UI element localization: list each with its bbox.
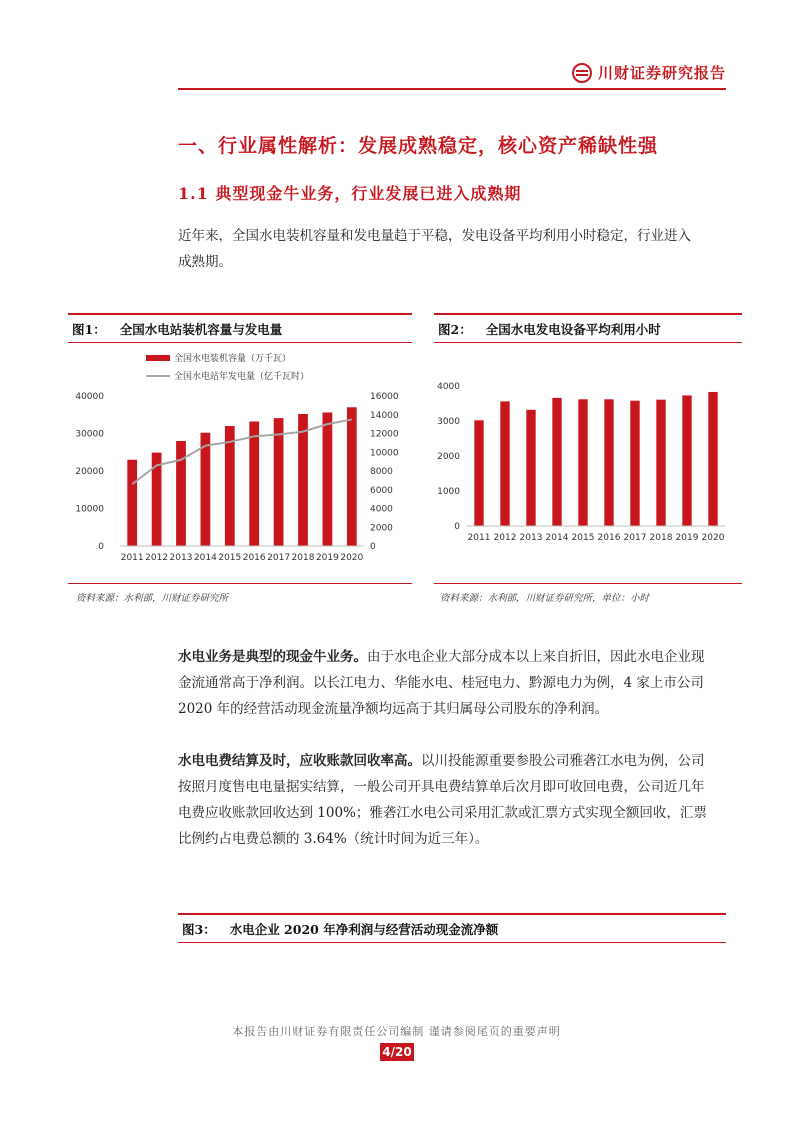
figure1-title: 全国水电站装机容量与发电量 [119, 321, 283, 337]
figure2-source: 资料来源：水利部，川财证券研究所，单位：小时 [440, 593, 650, 604]
figure2-number: 图2： [438, 321, 472, 337]
x-axis-tick-label: 2019 [315, 553, 339, 563]
y-axis-tick-label: 4000 [437, 382, 460, 392]
bar-installed-capacity [201, 433, 211, 546]
right-axis-tick-label: 12000 [370, 429, 399, 440]
bar-utilization-hours [578, 399, 587, 526]
paragraph-cash-cow [178, 644, 710, 722]
x-axis-tick-label: 2015 [571, 533, 595, 543]
figure3-title-bar [178, 913, 726, 943]
left-axis-tick-label: 20000 [75, 467, 104, 477]
section-subtitle: 1.1 典型现金牛业务，行业发展已进入成熟期 [178, 184, 522, 203]
x-axis-tick-label: 2016 [597, 533, 621, 543]
paragraph-receivables-lead: 水电电费结算及时，应收账款回收率高。 [178, 753, 421, 769]
left-axis-tick-label: 40000 [75, 392, 104, 402]
figure1-caption [68, 320, 282, 338]
left-axis-tick-label: 10000 [75, 504, 104, 515]
right-axis-tick-label: 10000 [370, 448, 399, 459]
paragraph-cash-cow-lead: 水电业务是典型的现金牛业务。 [178, 649, 367, 665]
bar-installed-capacity [274, 418, 284, 546]
bar-utilization-hours [682, 395, 691, 526]
bar-utilization-hours [656, 400, 665, 526]
figure3-caption [178, 920, 498, 938]
intro-paragraph: 近年来，全国水电装机容量和发电量趋于平稳，发电设备平均利用小时稳定，行业进入成熟期。 [178, 228, 691, 270]
bar-installed-capacity [347, 407, 357, 546]
figure1-chart [68, 343, 412, 583]
brand-name: 川财证券研究报告 [597, 64, 726, 82]
section-title: 一、行业属性解析：发展成熟稳定，核心资产稀缺性强 [178, 135, 659, 157]
bar-utilization-hours [474, 420, 483, 526]
x-axis-tick-label: 2011 [467, 533, 491, 543]
bar-utilization-hours [604, 399, 613, 526]
page-number: 4/20 [380, 1043, 414, 1061]
x-axis-tick-label: 2016 [242, 553, 266, 563]
x-axis-tick-label: 2020 [701, 533, 725, 543]
x-axis-tick-label: 2012 [493, 533, 517, 543]
x-axis-tick-label: 2018 [291, 553, 315, 563]
x-axis-tick-label: 2011 [120, 553, 144, 563]
bar-installed-capacity [127, 460, 137, 546]
right-axis-tick-label: 14000 [370, 410, 399, 421]
y-axis-tick-label: 1000 [437, 487, 460, 497]
paragraph-receivables [178, 748, 710, 852]
x-axis-tick-label: 2020 [340, 553, 364, 563]
left-axis-tick-label: 30000 [75, 429, 104, 440]
right-axis-tick-label: 8000 [370, 467, 393, 477]
x-axis-tick-label: 2014 [193, 553, 217, 563]
figure2-title-bar [434, 313, 742, 343]
x-axis-tick-label: 2013 [519, 533, 543, 543]
bar-utilization-hours [500, 401, 509, 526]
right-axis-tick-label: 0 [370, 542, 376, 552]
header-brand [572, 62, 726, 83]
x-axis-tick-label: 2018 [649, 533, 673, 543]
brand-logo-icon [572, 63, 592, 83]
figure2-chart [434, 343, 742, 583]
x-axis-tick-label: 2015 [218, 553, 242, 563]
bar-utilization-hours [630, 401, 639, 526]
y-axis-tick-label: 3000 [437, 417, 460, 427]
bar-utilization-hours [526, 410, 535, 526]
paragraph-receivables-body: 以川投能源重要参股公司雅砻江水电为例，公司按照月度售电电量据实结算，一般公司开具电费结算单后次月即可收回电费，公司近几年电费应收账款回收达到 100%；雅砻江水电公司采用汇款或汇票方式实现全额回收，汇票比例约占电费总额的 3.64%（统计时间为近三年）。 [178, 753, 707, 847]
figure3-title: 水电企业 2020 年净利润与经营活动现金流净额 [229, 921, 499, 937]
left-axis-tick-label: 0 [98, 542, 104, 552]
x-axis-tick-label: 2013 [169, 553, 193, 563]
figure2-caption [434, 320, 661, 338]
figure1-source-line [68, 583, 412, 584]
x-axis-tick-label: 2017 [623, 533, 647, 543]
y-axis-tick-label: 0 [454, 522, 460, 532]
x-axis-tick-label: 2017 [267, 553, 291, 563]
header-divider [178, 88, 726, 90]
figure1-source: 资料来源：水利部，川财证券研究所 [76, 593, 229, 604]
bar-installed-capacity [298, 414, 308, 546]
bar-installed-capacity [249, 422, 259, 547]
figure1-title-bar [68, 313, 412, 343]
figure3-number: 图3： [182, 921, 216, 937]
legend-line-label: 全国水电站年发电量（亿千瓦时） [174, 372, 310, 382]
bar-installed-capacity [225, 426, 235, 546]
x-axis-tick-label: 2019 [675, 533, 699, 543]
right-axis-tick-label: 4000 [370, 504, 393, 515]
right-axis-tick-label: 16000 [370, 392, 399, 402]
legend-bar-swatch [146, 355, 170, 361]
right-axis-tick-label: 2000 [370, 523, 393, 534]
y-axis-tick-label: 2000 [437, 452, 460, 462]
x-axis-tick-label: 2014 [545, 533, 569, 543]
legend-bar-label: 全国水电装机容量（万千瓦） [174, 354, 292, 364]
figure1-number: 图1： [72, 321, 106, 337]
bar-utilization-hours [552, 398, 561, 526]
paragraph-cash-cow-body: 由于水电企业大部分成本以上来自折旧，因此水电企业现金流通常高于净利润。以长江电力、华能水电、桂冠电力、黔源电力为例，4 家上市公司 2020 年的经营活动现金流量净额均远高于其归属母公司股东的净利润。 [178, 649, 705, 717]
bar-utilization-hours [708, 392, 717, 526]
bar-installed-capacity [323, 413, 333, 547]
figure2-source-line [434, 583, 742, 584]
line-generation [132, 419, 352, 484]
x-axis-tick-label: 2012 [145, 553, 169, 563]
figure2-title: 全国水电发电设备平均利用小时 [485, 321, 661, 337]
right-axis-tick-label: 6000 [370, 485, 393, 496]
footer-disclaimer: 本报告由川财证券有限责任公司编制 谨请参阅尾页的重要声明 [232, 1025, 561, 1038]
